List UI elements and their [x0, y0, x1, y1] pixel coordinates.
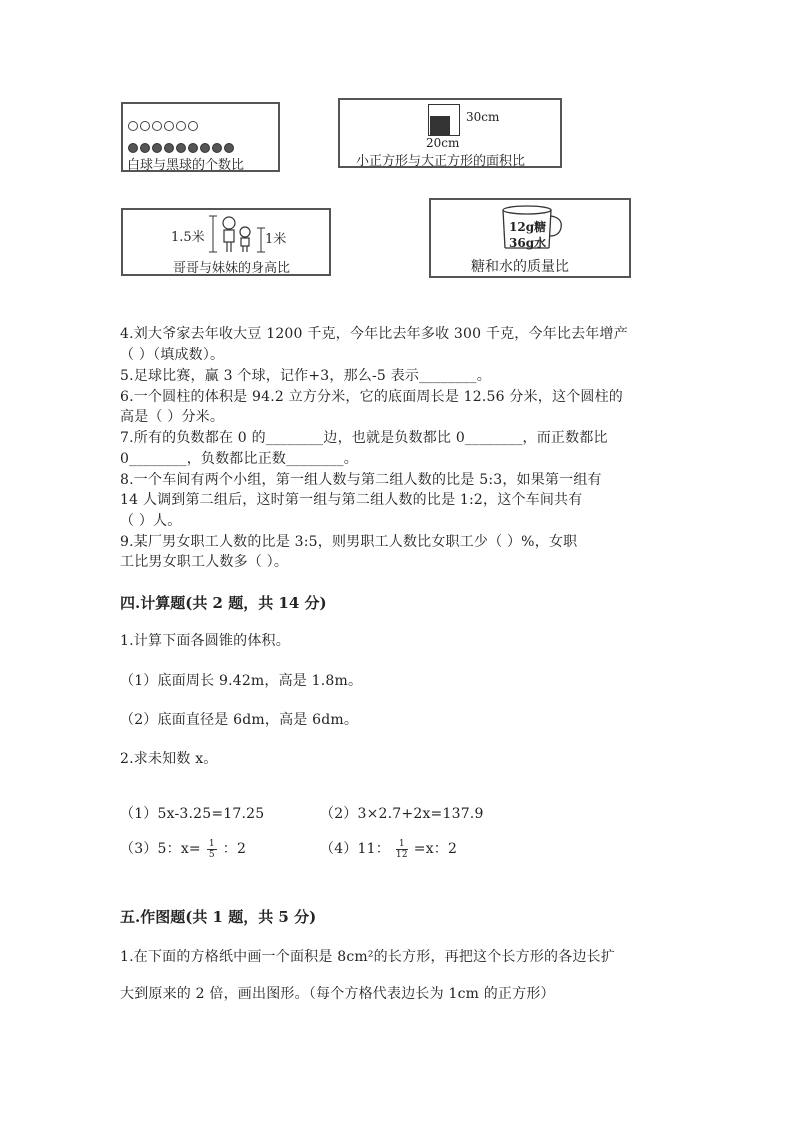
black-ball-icon	[188, 143, 198, 153]
q4-line2: （ ）（填成数）。	[120, 347, 225, 363]
sugar-figure	[429, 198, 631, 278]
q6-line2: 高是（ ）分米。	[120, 409, 225, 425]
equation-3-fraction	[207, 839, 217, 860]
equation-4-fraction	[396, 839, 408, 860]
equation-3-suffix: ：2	[222, 841, 247, 857]
squares-caption: 小正方形与大正方形的面积比	[356, 154, 526, 169]
equation-4-numerator: 1	[396, 839, 408, 850]
white-ball-icon	[164, 121, 174, 131]
small-square-label: 20cm	[426, 136, 460, 150]
s5-line1: 1.在下面的方格纸中画一个面积是 8cm²的长方形，再把这个长方形的各边长扩	[120, 949, 616, 965]
s4-q1-a: （1）底面周长 9.42m，高是 1.8m。	[120, 673, 363, 689]
q6-line1: 6.一个圆柱的体积是 94.2 立方分米，它的底面周长是 12.56 分米，这个圆柱的	[120, 389, 624, 405]
balls-caption: 白球与黑球的个数比	[127, 158, 245, 173]
equation-3-prefix: （3）5：x=	[120, 841, 201, 857]
q8-line2: 14 人调到第二组后，这时第一组与第二组人数的比是 1:2，这个车间共有	[120, 492, 583, 508]
heights-caption: 哥哥与妹妹的身高比	[173, 261, 291, 276]
q8-line1: 8.一个车间有两个小组，第一组人数与第二组人数的比是 5:3，如果第一组有	[120, 472, 602, 488]
black-ball-icon	[164, 143, 174, 153]
equation-1: （1）5x-3.25=17.25	[120, 806, 265, 822]
white-ball-icon	[152, 121, 162, 131]
black-ball-icon	[128, 143, 138, 153]
squares-figure	[338, 98, 562, 168]
heights-figure	[121, 208, 331, 276]
q7-line2: 0________，负数都比正数________。	[120, 451, 358, 467]
white-ball-icon	[140, 121, 150, 131]
q9-line1: 9.某厂男女职工人数的比是 3:5，则男职工人数比女职工少（ ）%，女职	[120, 534, 578, 550]
balls-figure	[121, 102, 280, 172]
white-balls-row	[128, 116, 200, 135]
sugar-caption: 糖和水的质量比	[471, 259, 569, 275]
small-square	[430, 116, 450, 136]
q7-line1: 7.所有的负数都在 0 的________边，也就是负数都比 0________，而正数都比	[120, 430, 608, 446]
equation-3-numerator: 1	[208, 838, 215, 849]
equation-4-denominator: 12	[395, 849, 408, 860]
s5-line2: 大到原来的 2 倍，画出图形。（每个方格代表边长为 1cm 的正方形）	[120, 986, 555, 1002]
black-ball-icon	[212, 143, 222, 153]
black-ball-icon	[140, 143, 150, 153]
equation-4	[320, 838, 457, 860]
s4-q2: 2.求未知数 x。	[120, 751, 218, 767]
big-square-label: 30cm	[466, 110, 500, 124]
equation-2: （2）3×2.7+2x=137.9	[320, 806, 484, 822]
equation-3-denominator: 5	[208, 849, 215, 860]
white-ball-icon	[176, 121, 186, 131]
black-ball-icon	[176, 143, 186, 153]
water-label: 36g水	[509, 236, 547, 250]
section4-title: 四.计算题(共 2 题，共 14 分)	[120, 594, 327, 612]
equation-3	[120, 838, 246, 860]
black-ball-icon	[200, 143, 210, 153]
equation-4-suffix: =x：2	[413, 841, 458, 857]
q4-line1: 4.刘大爷家去年收大豆 1200 千克，今年比去年多收 300 千克，今年比去年增产	[120, 326, 628, 342]
white-ball-icon	[128, 121, 138, 131]
q5-line: 5.足球比赛，赢 3 个球，记作+3，那么-5 表示________。	[120, 368, 491, 384]
s4-q1-b: （2）底面直径是 6dm，高是 6dm。	[120, 712, 359, 728]
q9-line2: 工比男女职工人数多（ ）。	[120, 554, 289, 570]
q8-line3: （ ）人。	[120, 513, 182, 529]
s4-q1: 1.计算下面各圆锥的体积。	[120, 633, 290, 649]
black-ball-icon	[224, 143, 234, 153]
equation-4-prefix: （4）11：	[320, 841, 390, 857]
black-ball-icon	[152, 143, 162, 153]
section5-title: 五.作图题(共 1 题，共 5 分)	[120, 908, 317, 926]
white-ball-icon	[188, 121, 198, 131]
brother-height-label: 1.5米	[171, 230, 205, 245]
sister-height-label: 1米	[265, 232, 287, 247]
sugar-label: 12g糖	[509, 220, 547, 234]
